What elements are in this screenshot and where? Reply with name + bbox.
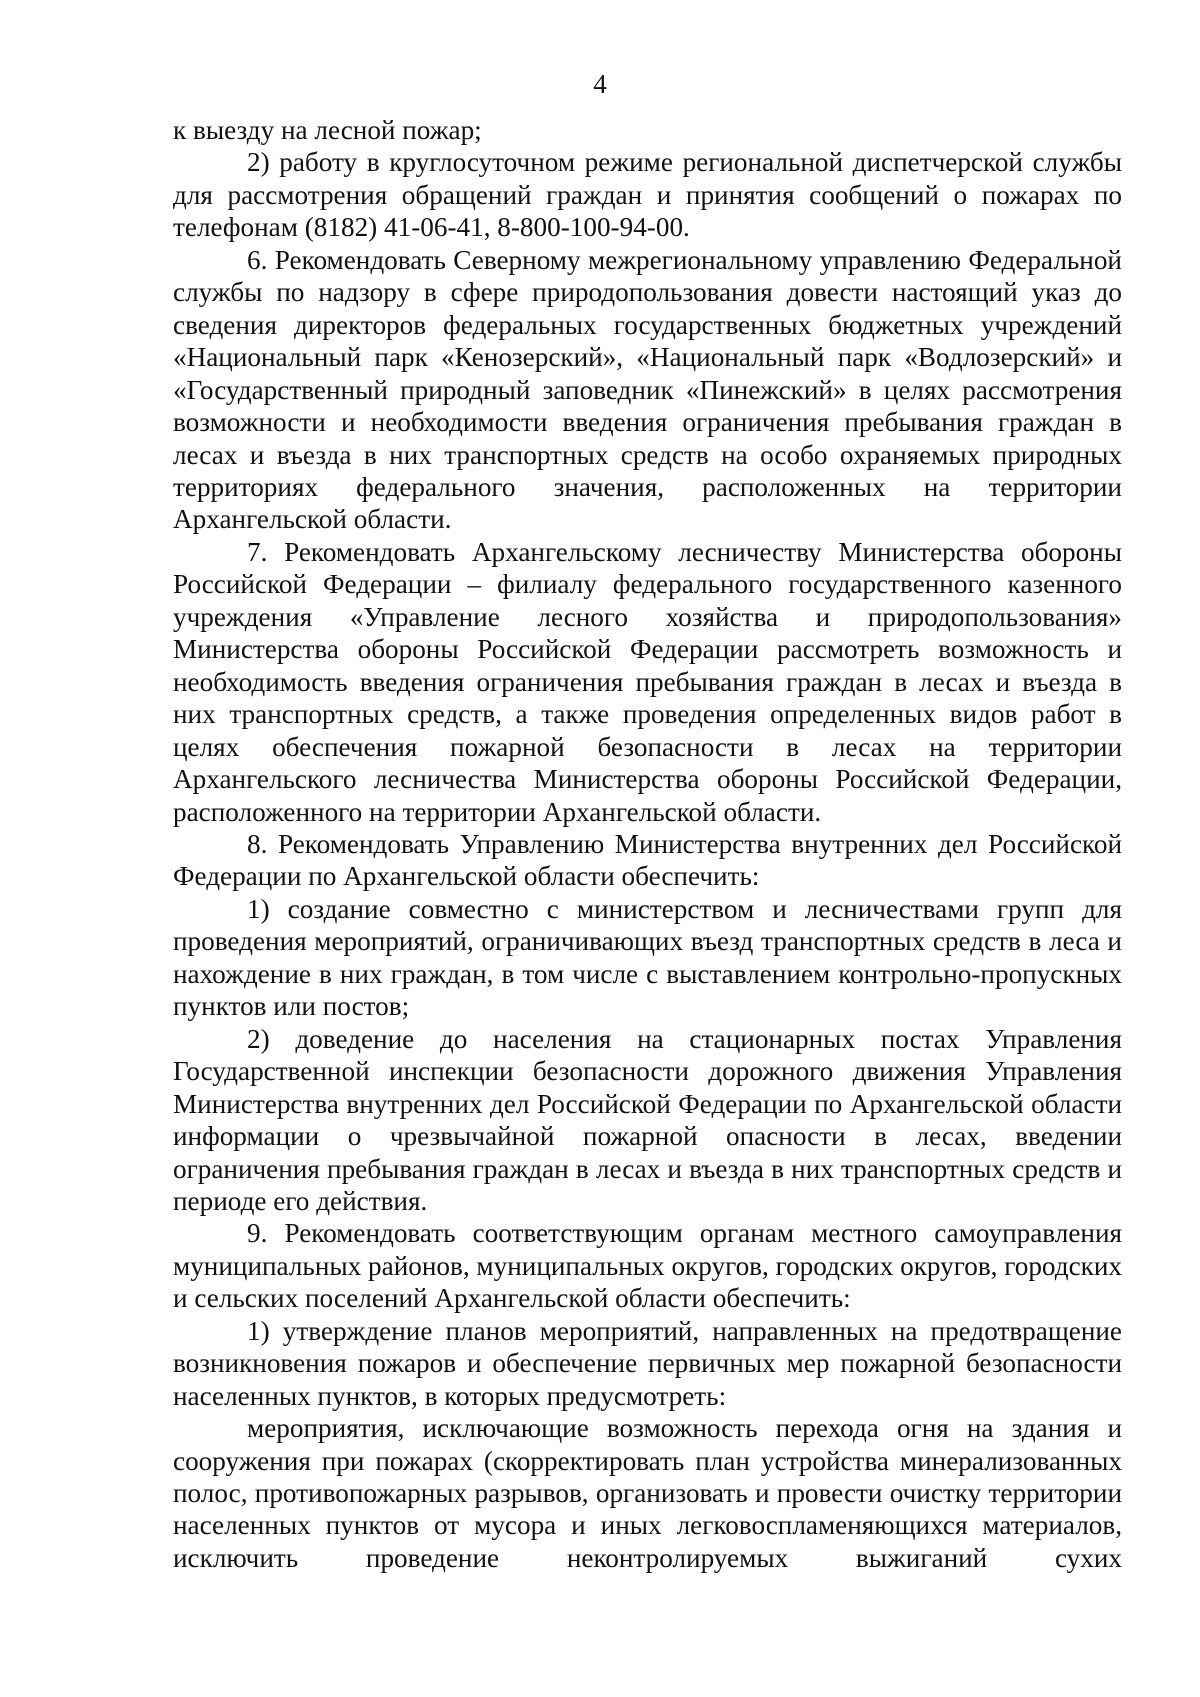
document-body <box>173 114 1122 1574</box>
paragraph-item-2-dispatch-service: 2) работу в круглосуточном режиме региональной диспетчерской службы для рассмотрения обращений граждан и принятия сообщений о пожарах по телефонам (8182) 41-06-41, 8-800-100-94-00. <box>173 147 1122 243</box>
paragraph-continuation: к выезду на лесной пожар; <box>173 115 482 145</box>
paragraph-9-local-government: 9. Рекомендовать соответствующим органам местного самоуправления муниципальных районов, муниципальных округов, городских округов, городских и сельских поселений Архангельской области обеспечить: <box>173 1218 1122 1314</box>
page-number: 4 <box>593 69 607 99</box>
paragraph-measures: мероприятия, исключающие возможность перехода огня на здания и сооружения при пожарах (скорректировать план устройства минерализованных полос, противопожарных разрывов, организовать и провести очистку территории населенных пунктов от мусора и иных легковоспламеняющихся материалов, исключить проведение неконтролируемых выжиганий сухих <box>173 1413 1122 1573</box>
paragraph-8-item-2-informing: 2) доведение до населения на стационарных постах Управления Государственной инспекции безопасности дорожного движения Управления Министерства внутренних дел Российской Федерации по Архангельской области информации о чрезвычайной пожарной опасности в лесах, введении ограничения пребывания граждан в лесах и въезда в них транспортных средств и периоде его действия. <box>173 1023 1122 1216</box>
paragraph-8-internal-affairs: 8. Рекомендовать Управлению Министерства внутренних дел Российской Федерации по Архангельской области обеспечить: <box>173 828 1122 892</box>
paragraph-6-federal-supervision: 6. Рекомендовать Северному межрегиональному управлению Федеральной службы по надзору в сфере природопользования довести настоящий указ до сведения директоров федеральных государственных бюджетных учреждений «Национальный парк «Кенозерский», «Национальный парк «Водлозерский» и «Государственный природный заповедник «Пинежский» в целях рассмотрения возможности и необходимости введения ограничения пребывания граждан в лесах и въезда в них транспортных средств на особо охраняемых природных территориях федерального значения, расположенных на территории Архангельской области. <box>173 244 1122 535</box>
paragraph-8-item-1-groups: 1) создание совместно с министерством и лесничествами групп для проведения мероприятий, ограничивающих въезд транспортных средств в леса и нахождение в них граждан, в том числе с выставлением контрольно-пропускных пунктов или постов; <box>173 893 1122 1022</box>
paragraph-9-item-1-plans: 1) утверждение планов мероприятий, направленных на предотвращение возникновения пожаров и обеспечение первичных мер пожарной безопасности населенных пунктов, в которых предусмотреть: <box>173 1315 1122 1411</box>
paragraph-7-defense-forestry: 7. Рекомендовать Архангельскому лесничеству Министерства обороны Российской Федерации – филиалу федерального государственного казенного учреждения «Управление лесного хозяйства и природопользования» Министерства обороны Российской Федерации рассмотреть возможность и необходимость введения ограничения пребывания граждан в лесах и въезда в них транспортных средств, а также проведения определенных видов работ в целях обеспечения пожарной безопасности в лесах на территории Архангельского лесничества Министерства обороны Российской Федерации, расположенного на территории Архангельской области. <box>173 536 1122 827</box>
